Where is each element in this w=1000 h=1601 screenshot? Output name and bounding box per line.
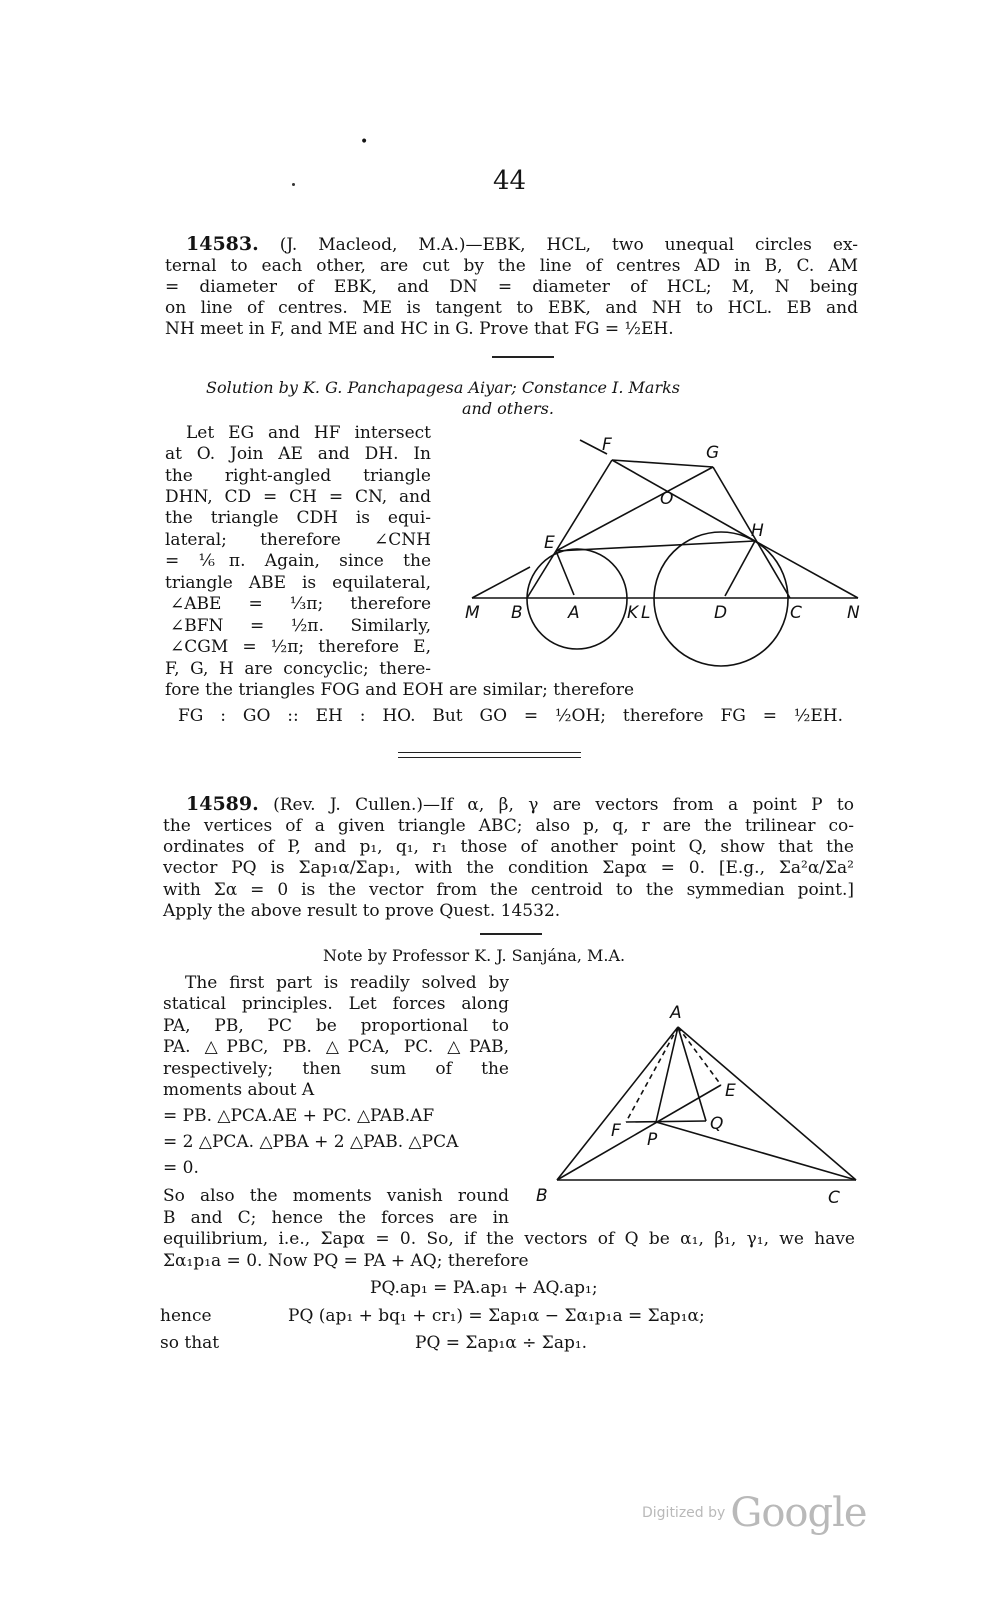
watermark-prefix: Digitized by: [642, 1505, 726, 1521]
fig-line-af: [626, 1027, 678, 1122]
triangle-figure: [520, 975, 860, 1210]
solution-heading-cont: and others.: [462, 399, 554, 418]
question-line: 14589. (Rev. J. Cullen.)—If α, β, γ are vectors from a point P to: [186, 793, 855, 815]
note-line: PA. △PBC, PB. △PCA, PC. △PAB,: [163, 1037, 509, 1057]
fig-line-fg: [612, 460, 713, 467]
note-line: moments about A: [163, 1080, 315, 1100]
question-number: 14589.: [186, 793, 259, 815]
label-m: M: [465, 603, 480, 623]
solution-line: triangle ABE is equilateral,: [165, 573, 431, 593]
question-line: 14583. (J. Macleod, M.A.)—EBK, HCL, two unequal circles ex-: [186, 233, 858, 255]
solution-line: lateral; therefore ∠CNH: [165, 530, 431, 550]
equation-lead: so that: [160, 1333, 220, 1353]
double-divider-top: [398, 752, 581, 753]
solution-line: F, G, H are concyclic; there-: [165, 659, 431, 679]
note-line: PA, PB, PC be proportional to: [163, 1016, 509, 1036]
double-divider-bottom: [398, 757, 581, 758]
speck-dot: [292, 183, 295, 186]
solution-line: DHN, CD = CH = CN, and: [165, 487, 431, 507]
solution-heading: Solution by K. G. Panchapagesa Aiyar; Constance I. Marks: [206, 378, 681, 397]
google-logo: Google: [730, 1490, 867, 1536]
circle-ebk: [527, 549, 627, 649]
circle-hcl: [654, 532, 788, 666]
fig-line-pc: [656, 1122, 856, 1180]
equation: PQ.ap₁ = PA.ap₁ + AQ.ap₁;: [370, 1278, 598, 1298]
label-k: K: [627, 603, 639, 623]
note-line: statical principles. Let forces along: [163, 994, 509, 1014]
label-p: P: [647, 1130, 658, 1150]
question-line: ternal to each other, are cut by the line of centres AD in B, C. AM: [165, 256, 858, 276]
page-number: 44: [493, 166, 527, 196]
divider: [480, 933, 542, 935]
question-line: with Σα = 0 is the vector from the centroid to the symmedian point.]: [163, 880, 854, 900]
label-d: D: [714, 603, 728, 623]
equation: PQ = Σap₁α ÷ Σap₁.: [415, 1333, 588, 1353]
question-line: = diameter of EBK, and DN = diameter of HCL; M, N being: [165, 277, 858, 297]
divider: [492, 356, 554, 358]
note-line: = 2 △PCA. △PBA + 2 △PAB. △PCA: [163, 1132, 459, 1152]
label-h: H: [751, 521, 764, 541]
note-line: B and C; hence the forces are in: [163, 1208, 509, 1228]
label-g: G: [706, 443, 720, 463]
solution-line: the right-angled triangle: [165, 466, 431, 486]
label-f: F: [611, 1121, 621, 1141]
equation-lead: hence: [160, 1306, 212, 1326]
label-b: B: [511, 603, 523, 623]
solution-line: = ⅙π. Again, since the: [165, 551, 431, 571]
label-o: O: [660, 489, 674, 509]
label-c: C: [790, 603, 802, 623]
label-a: A: [670, 1003, 682, 1023]
fig-line-fq: [626, 1121, 706, 1122]
label-e: E: [725, 1081, 736, 1101]
fig-line-ae: [678, 1027, 721, 1085]
circles-figure: [450, 420, 860, 670]
question-number: 14583.: [186, 233, 259, 255]
fig-line-ge: [556, 467, 713, 551]
question-line: Apply the above result to prove Quest. 14532.: [163, 901, 561, 921]
solution-line: ∠BFN = ½π. Similarly,: [170, 616, 431, 636]
solution-line: at O. Join AE and DH. In: [165, 444, 431, 464]
solution-line: ∠CGM = ½π; therefore E,: [170, 637, 431, 657]
solution-line: ∠ABE = ⅓π; therefore: [170, 594, 431, 614]
equation: PQ (ap₁ + bq₁ + cr₁) = Σap₁α − Σα₁p₁a = Σap₁α;: [288, 1306, 705, 1326]
solution-line: the triangle CDH is equi-: [165, 508, 431, 528]
note-line: The first part is readily solved by: [185, 973, 509, 993]
solution-line: FG : GO :: EH : HO. But GO = ½OH; therefore FG = ½EH.: [178, 706, 843, 726]
solution-line: Let EG and HF intersect: [186, 423, 431, 443]
question-line: NH meet in F, and ME and HC in G. Prove that FG = ½EH.: [165, 319, 674, 339]
note-line: respectively; then sum of the: [163, 1059, 509, 1079]
note-line: equilibrium, i.e., Σapα = 0. So, if the vectors of Q be α₁, β₁, γ₁, we have: [163, 1229, 855, 1249]
fig-line-fb: [527, 460, 612, 598]
fig-line-me: [472, 567, 530, 598]
label-b: B: [536, 1186, 548, 1206]
label-e: E: [544, 533, 555, 553]
question-line: on line of centres. ME is tangent to EBK, and NH to HCL. EB and: [165, 298, 858, 318]
solution-line: fore the triangles FOG and EOH are similar; therefore: [165, 680, 635, 700]
label-n: N: [847, 603, 860, 623]
label-a: A: [568, 603, 580, 623]
note-line: = 0.: [163, 1158, 199, 1178]
label-c: C: [828, 1188, 840, 1208]
digitized-by-google-watermark: [642, 1490, 867, 1536]
label-q: Q: [710, 1114, 724, 1134]
question-line: ordinates of P, and p₁, q₁, r₁ those of another point Q, show that the: [163, 837, 854, 857]
fig-line-ac: [678, 1027, 856, 1180]
fig-line-hd: [725, 541, 755, 596]
note-line: Σα₁p₁a = 0. Now PQ = PA + AQ; therefore: [163, 1251, 529, 1271]
label-f: F: [602, 435, 612, 455]
fig-line-ea: [556, 551, 574, 595]
question-line: the vertices of a given triangle ABC; also p, q, r are the trilinear co-: [163, 816, 854, 836]
fig-line-hn: [755, 541, 858, 598]
speck-mark: •: [360, 134, 369, 150]
note-line: = PB. △PCA.AE + PC. △PAB.AF: [163, 1106, 435, 1126]
note-heading: Note by Professor K. J. Sanjána, M.A.: [323, 946, 626, 965]
note-line: So also the moments vanish round: [163, 1186, 509, 1206]
label-l: L: [641, 603, 651, 623]
question-line: vector PQ is Σap₁α/Σap₁, with the condition Σapα = 0. [E.g., Σa²α/Σa²: [163, 858, 854, 878]
